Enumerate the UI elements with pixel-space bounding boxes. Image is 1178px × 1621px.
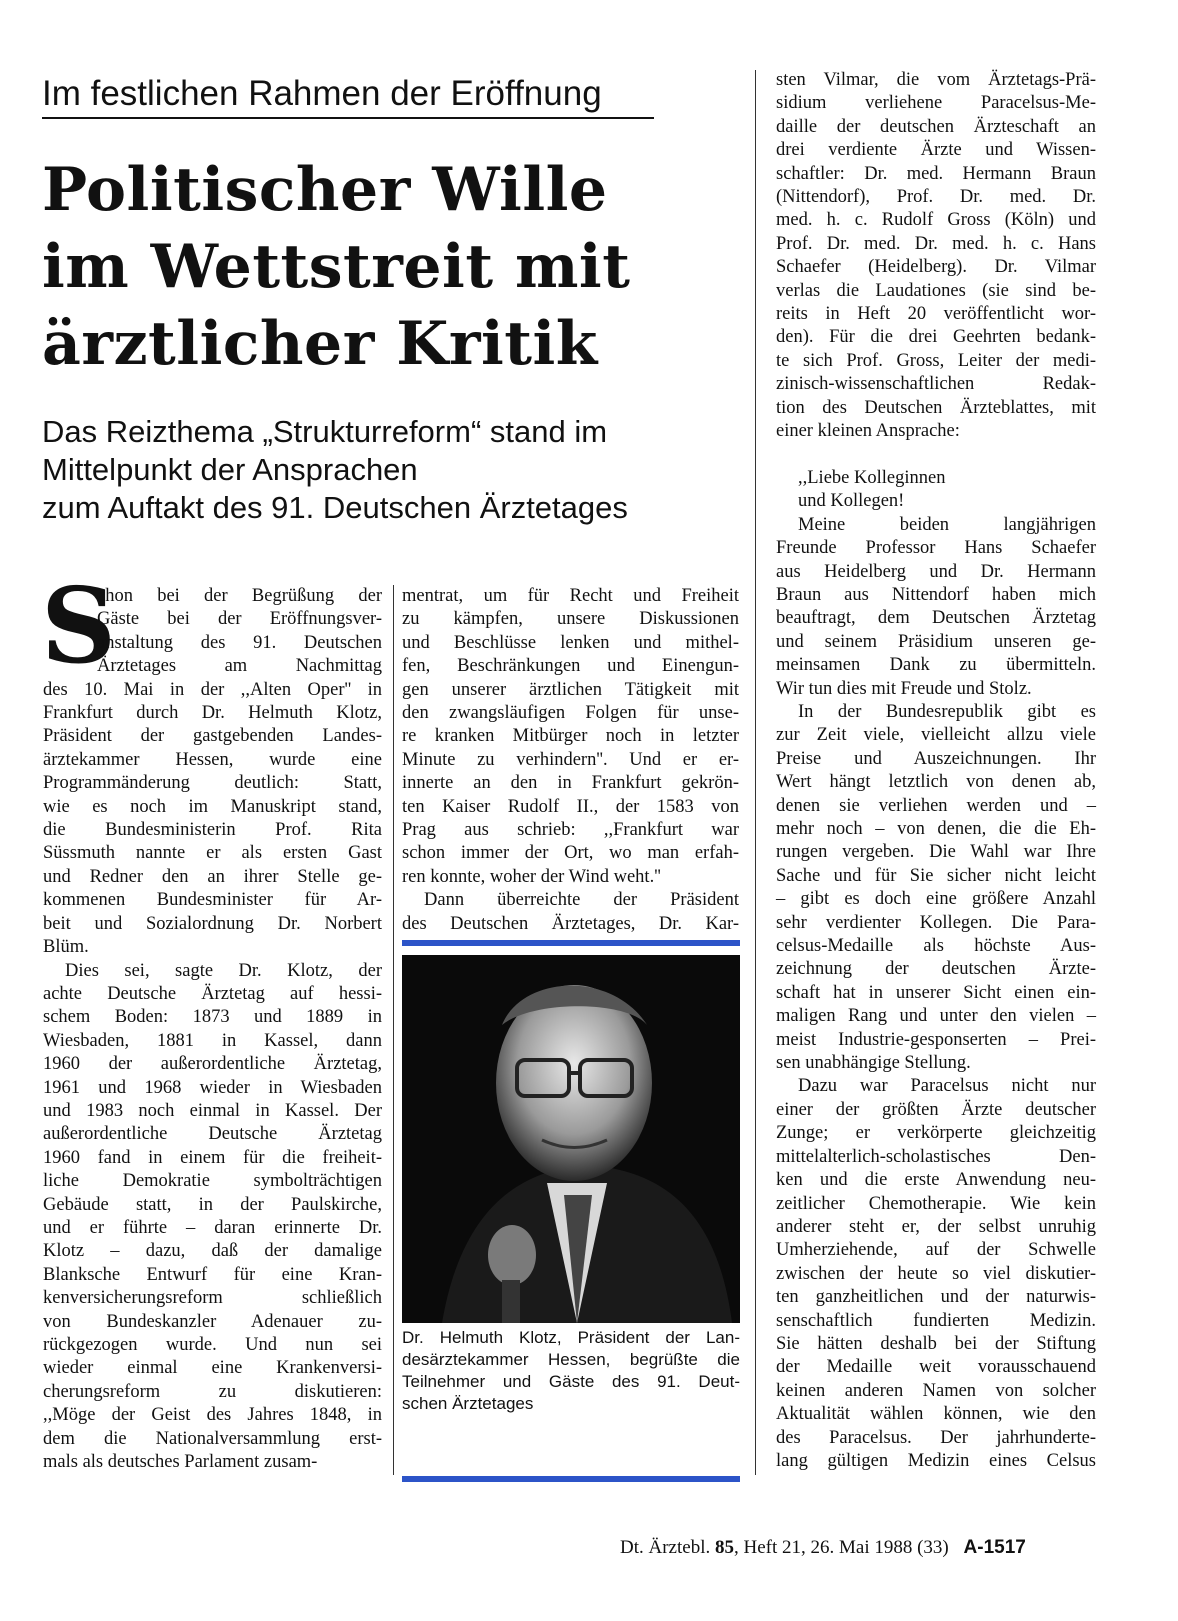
text-line: lang gültigen Medizin eines Celsus xyxy=(776,1450,1096,1471)
text-line: sehr verdienter Kollegen. Die Para- xyxy=(776,912,1096,933)
text-line: den). Für die drei Geehrten bedank- xyxy=(776,327,1096,348)
text-line: und 1983 noch einmal in Kassel. Der xyxy=(43,1100,382,1121)
text-line: und seinem Präsidium unseren ge- xyxy=(776,631,1096,652)
article-column-3 xyxy=(776,69,1096,1473)
text-line: einer der größten Ärzte deutscher xyxy=(776,1099,1096,1120)
text-line: außerordentliche Deutsche Ärztetag xyxy=(43,1124,382,1145)
text-line: anstaltung des 91. Deutschen xyxy=(97,632,382,653)
text-line: Programmänderung deutlich: Statt, xyxy=(43,773,382,794)
text-line: von Bundeskanzler Adenauer zu- xyxy=(43,1311,382,1332)
article-column-1 xyxy=(43,585,382,1474)
text-line: rungen vergeben. Die Wahl war Ihre xyxy=(776,842,1096,863)
text-line: mentrat, um für Recht und Freiheit xyxy=(402,586,739,606)
issue-info: , Heft 21, 26. Mai 1988 (33) xyxy=(733,1537,949,1558)
text-line: mehr noch – von denen, die die Eh- xyxy=(776,819,1096,839)
text-line: zur Zeit viele, vielleicht allzu viele xyxy=(776,725,1096,746)
text-line: sidium verliehene Paracelsus-Me- xyxy=(776,93,1096,114)
text-line: keinen anderen Namen von solcher xyxy=(776,1380,1096,1401)
text-line: beit und Sozialordnung Dr. Norbert xyxy=(43,913,382,934)
volume-number: 85 xyxy=(714,1537,734,1558)
photo-bottom-rule xyxy=(402,1476,740,1482)
text-line: Blüm. xyxy=(43,937,89,958)
text-line: gen unserer ärztlichen Tätigkeit mit xyxy=(402,679,739,700)
text-line: wie es noch im Manuskript stand, xyxy=(43,796,382,817)
text-line: ten ganzheitlichen und der naturwis- xyxy=(776,1287,1096,1308)
text-line: Minute zu verhindern''. Und er er- xyxy=(402,749,739,770)
text-line: Braun aus Nittendorf haben mich xyxy=(776,584,1096,605)
photo-caption xyxy=(402,1327,740,1415)
text-line: Preise und Auszeichnungen. Ihr xyxy=(776,748,1096,769)
text-line: ärztekammer Hessen, wurde eine xyxy=(43,749,382,770)
text-line: Wert hängt letztlich von denen ab, xyxy=(776,772,1096,793)
text-line: des 10. Mai in der ,,Alten Oper'' in xyxy=(43,679,382,700)
text-line: zeitlicher Chemotherapie. Wie kein xyxy=(776,1193,1096,1214)
caption-line: Teilnehmer und Gäste des 91. Deut- xyxy=(402,1372,740,1391)
text-line: med. h. c. Rudolf Gross (Köln) und xyxy=(776,210,1096,231)
kicker-underline xyxy=(42,117,654,119)
text-line: und er führte – daran erinnerte Dr. xyxy=(43,1217,382,1238)
article-column-2 xyxy=(402,585,739,936)
text-line: zeichnung der deutschen Ärzte- xyxy=(776,959,1096,980)
headline xyxy=(42,152,762,383)
text-line: Aktualität wählen können, wie den xyxy=(776,1404,1096,1425)
text-line: reits in Heft 20 veröffentlicht wor- xyxy=(776,304,1096,325)
text-line: fen, Beschränkungen und Einengun- xyxy=(402,656,739,677)
text-line: ,,Liebe Kolleginnen xyxy=(798,467,946,488)
text-line: drei verdiente Ärzte und Wissen- xyxy=(776,140,1096,161)
text-line: sen unabhängige Stellung. xyxy=(776,1053,971,1074)
text-line: ren konnte, woher der Wind weht.'' xyxy=(402,866,661,887)
portrait-illustration xyxy=(402,955,740,1323)
photo-top-rule xyxy=(402,940,740,946)
text-line: kenversicherungsreform schließlich xyxy=(43,1288,382,1309)
column-divider xyxy=(393,585,394,1475)
text-line: wieder einmal eine Krankenversi- xyxy=(43,1358,382,1379)
text-line: daille der deutschen Ärzteschaft an xyxy=(776,116,1096,137)
headline-line: ärztlicher Kritik xyxy=(42,309,598,379)
text-line: rückgezogen wurde. Und nun sei xyxy=(43,1335,382,1355)
text-line: Freunde Professor Hans Schaefer xyxy=(776,538,1096,559)
journal-name: Dt. Ärztebl. xyxy=(620,1537,711,1558)
text-line: Ärztetages am Nachmittag xyxy=(97,656,382,677)
text-line: sten Vilmar, die vom Ärztetags-Prä- xyxy=(776,70,1096,90)
text-line: und Kollegen! xyxy=(798,491,905,512)
text-line: der Medaille weit vorausschauend xyxy=(776,1357,1096,1378)
drop-cap: S xyxy=(41,564,117,687)
text-line: Sache und für Sie sicher nicht leicht xyxy=(776,865,1096,886)
text-line: denen sie verliehen werden und – xyxy=(776,795,1096,816)
text-line: Wiesbaden, 1881 in Kassel, dann xyxy=(43,1030,382,1051)
text-line: Wir tun dies mit Freude und Stolz. xyxy=(776,678,1032,699)
text-line: cherungsreform zu diskutieren: xyxy=(43,1381,382,1402)
text-line: innerte an den in Frankfurt gekrön- xyxy=(402,773,739,794)
kicker: Im festlichen Rahmen der Eröffnung xyxy=(42,74,602,113)
text-line: Dazu war Paracelsus nicht nur xyxy=(798,1076,1096,1097)
text-line: Prof. Dr. med. Dr. med. h. c. Hans xyxy=(776,233,1096,254)
subheadline xyxy=(42,413,762,527)
text-line: Präsident der gastgebenden Landes- xyxy=(43,726,382,747)
text-line: Süssmuth nannte er als ersten Gast xyxy=(43,843,382,864)
text-line: anderer steht er, der selbst unruhig xyxy=(776,1216,1096,1237)
text-line: re kranken Mitbürger noch in letzter xyxy=(402,726,739,747)
headline-line: Politischer Wille xyxy=(42,155,608,225)
subhead-line: Mittelpunkt der Ansprachen xyxy=(42,452,418,487)
text-line: meinsamen Dank zu übermitteln. xyxy=(776,655,1096,676)
text-line: Dann überreichte der Präsident xyxy=(424,890,739,911)
page-number: A-1517 xyxy=(963,1537,1026,1558)
text-line: chon bei der Begrüßung der xyxy=(97,586,382,606)
text-line: ,,Möge der Geist des Jahres 1848, in xyxy=(43,1405,382,1426)
text-line: Dies sei, sagte Dr. Klotz, der xyxy=(65,960,382,981)
text-line: und Redner den an ihrer Stelle ge- xyxy=(43,866,382,887)
text-line: schaft hat in unserer Sicht einen ein- xyxy=(776,982,1096,1003)
text-line: mals als deutsches Parlament zusam- xyxy=(43,1452,318,1473)
text-line: und Beschlüsse lenken und mithel- xyxy=(402,632,739,653)
text-line: den zwangsläufigen Folgen für unse- xyxy=(402,703,739,724)
text-line: Sie hätten deshalb bei der Stiftung xyxy=(776,1333,1096,1354)
text-line: In der Bundesrepublik gibt es xyxy=(798,701,1096,722)
text-line: celsus-Medaille als höchste Aus- xyxy=(776,936,1096,957)
text-line: 1961 und 1968 wieder in Wiesbaden xyxy=(43,1077,382,1098)
caption-line: Dr. Helmuth Klotz, Präsident der Lan- xyxy=(402,1328,740,1347)
text-line: zinisch-wissenschaftlichen Redak- xyxy=(776,374,1096,395)
text-line: Prag aus schrieb: ,,Frankfurt war xyxy=(402,820,739,841)
text-line: verlas die Laudationes (sie sind be- xyxy=(776,280,1096,301)
text-line: Gäste bei der Eröffnungsver- xyxy=(97,609,382,630)
text-line: liche Demokratie symbolträchtigen xyxy=(43,1171,382,1192)
text-line: senschaftlich fundierten Medizin. xyxy=(776,1310,1096,1331)
text-line: zwischen der heute so viel diskutier- xyxy=(776,1263,1096,1284)
text-line: des Deutschen Ärztetages, Dr. Kar- xyxy=(402,913,739,934)
page-footer xyxy=(620,1536,1100,1560)
text-line: tion des Deutschen Ärzteblattes, mit xyxy=(776,397,1096,418)
text-line: schem Boden: 1873 und 1889 in xyxy=(43,1007,382,1028)
text-line: Meine beiden langjährigen xyxy=(798,514,1096,535)
text-line: ken und die erste Anwendung neu- xyxy=(776,1170,1096,1191)
portrait-photo xyxy=(402,955,740,1323)
headline-line: im Wettstreit mit xyxy=(42,232,631,302)
text-line: die Bundesministerin Prof. Rita xyxy=(43,820,382,841)
text-line: Klotz – dazu, daß der damalige xyxy=(43,1241,382,1262)
text-line: schaftler: Dr. med. Hermann Braun xyxy=(776,163,1096,184)
subhead-line: Das Reizthema „Strukturreform“ stand im xyxy=(42,414,608,449)
text-line: (Nittendorf), Prof. Dr. med. Dr. xyxy=(776,187,1096,208)
text-line: meist Industrie-gesponserten – Prei- xyxy=(776,1029,1096,1050)
text-line xyxy=(776,444,1096,467)
text-line: 1960 der außerordentliche Ärztetag, xyxy=(43,1054,382,1075)
text-line: achte Deutsche Ärztetag auf hessi- xyxy=(43,983,382,1004)
text-line: Zunge; er verkörperte gleichzeitig xyxy=(776,1123,1096,1144)
text-line: Gebäude statt, in der Paulskirche, xyxy=(43,1194,382,1215)
text-line: Schaefer (Heidelberg). Dr. Vilmar xyxy=(776,257,1096,278)
text-line: beauftragt, dem Deutschen Ärztetag xyxy=(776,608,1096,629)
caption-line: desärztekammer Hessen, begrüßte die xyxy=(402,1350,740,1369)
text-line: kommenen Bundesminister für Ar- xyxy=(43,890,382,911)
caption-line: schen Ärztetages xyxy=(402,1394,534,1413)
text-line: 1960 fand in einem für die freiheit- xyxy=(43,1147,382,1168)
text-line: einer kleinen Ansprache: xyxy=(776,421,960,442)
column-divider xyxy=(755,70,756,1475)
text-line: ten Kaiser Rudolf II., der 1583 von xyxy=(402,796,739,817)
text-line: schon immer der Ort, wo man erfah- xyxy=(402,843,739,864)
text-line: te sich Prof. Gross, Leiter der medi- xyxy=(776,350,1096,371)
text-line: Blanksche Entwurf für eine Kran- xyxy=(43,1264,382,1285)
text-line: aus Heidelberg und Dr. Hermann xyxy=(776,561,1096,582)
text-line: – gibt es doch eine größere Anzahl xyxy=(776,889,1096,910)
text-line: dem die Nationalversammlung erst- xyxy=(43,1428,382,1449)
text-line: maligen Rang und unter den vielen – xyxy=(776,1006,1096,1027)
text-line: zu kämpfen, unsere Diskussionen xyxy=(402,609,739,630)
text-line: mittelalterlich-scholastisches Den- xyxy=(776,1146,1096,1167)
text-line: Frankfurt durch Dr. Helmuth Klotz, xyxy=(43,703,382,724)
text-line: Umherziehende, auf der Schwelle xyxy=(776,1240,1096,1261)
text-line: des Paracelsus. Der jahrhunderte- xyxy=(776,1427,1096,1448)
subhead-line: zum Auftakt des 91. Deutschen Ärztetages xyxy=(42,490,628,525)
